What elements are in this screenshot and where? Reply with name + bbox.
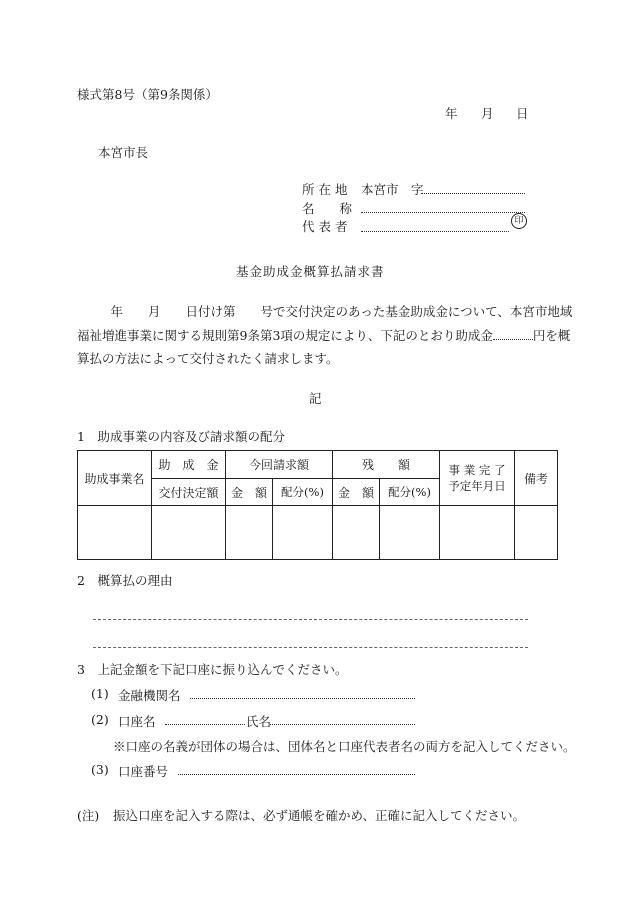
header-completion-line-2: 予定年月日 [448, 479, 506, 493]
section-1-heading: 1 助成事業の内容及び請求額の配分 [77, 429, 285, 444]
cell-current-ratio[interactable] [273, 506, 333, 560]
ki-mark: 記 [309, 391, 322, 406]
item-3-number: (3) [91, 762, 109, 777]
cell-completion-date[interactable] [440, 506, 515, 560]
cell-remaining-ratio[interactable] [380, 506, 440, 560]
cell-grant-decided[interactable] [152, 506, 226, 560]
account-number-field[interactable] [178, 774, 415, 775]
account-note: ※口座の名義が団体の場合は、団体名と口座代表者名の両方を記入してください。 [113, 739, 576, 754]
allocation-table [77, 450, 558, 560]
reason-line-1[interactable] [93, 619, 528, 620]
table-row [78, 506, 558, 560]
date-month: 月 [481, 106, 494, 121]
name-field[interactable] [361, 212, 525, 213]
bank-name-field[interactable] [190, 698, 415, 699]
reason-line-2[interactable] [93, 647, 528, 648]
header-current-ratio: 配分(%) [273, 479, 333, 506]
representative-field[interactable] [361, 231, 509, 232]
body-line-3: 算払の方法によって交付されたく請求します。 [77, 351, 339, 366]
bank-name-label: 金融機関名 [118, 688, 181, 703]
account-label: 口座名 [118, 714, 156, 729]
note-text: 振込口座を記入する際は、必ず通帳を確かめ、正確に記入してください。 [113, 808, 526, 823]
body-line-2 [77, 326, 570, 344]
header-completion-date [440, 451, 515, 506]
account-number-label: 口座番号 [118, 764, 169, 779]
date-day: 日 [516, 106, 529, 121]
name-label: 名 称 [302, 201, 353, 216]
form-number: 様式第8号（第9条関係） [77, 87, 218, 102]
section-3-heading: 3 上記金額を下記口座に振り込んでください。 [77, 662, 348, 677]
cell-project-name[interactable] [78, 506, 152, 560]
address-field[interactable] [421, 193, 525, 194]
body-line-2-tail: 円を概 [532, 328, 571, 343]
holder-name-field[interactable] [270, 724, 415, 725]
header-remaining: 残 額 [333, 451, 440, 479]
item-2-number: (2) [91, 712, 109, 727]
representative-label: 代 表 者 [302, 219, 348, 234]
header-grant: 助 成 金 [152, 451, 226, 479]
body-line-1: 年 月 日付け第 号で交付決定のあった基金助成金について、本宮市地域 [98, 304, 573, 319]
header-remarks: 備考 [515, 451, 558, 506]
section-2-heading: 2 概算払の理由 [77, 573, 173, 588]
address-prefix: 本宮市 字 [361, 182, 424, 197]
document-title: 基金助成金概算払請求書 [236, 264, 385, 279]
header-current-request: 今回請求額 [226, 451, 333, 479]
seal-mark: 印 [511, 213, 527, 229]
cell-remarks[interactable] [515, 506, 558, 560]
header-grant-decided: 交付決定額 [152, 479, 226, 506]
body-line-2-text: 福祉増進事業に関する規則第9条第3項の規定により、下記のとおり助成金 [77, 328, 493, 343]
date-year: 年 [445, 106, 458, 121]
item-1-number: (1) [91, 686, 109, 701]
holder-name-label: 氏名 [246, 714, 272, 729]
header-remaining-ratio: 配分(%) [380, 479, 440, 506]
address-label: 所 在 地 [302, 182, 348, 197]
note-prefix: (注) [77, 808, 100, 823]
header-completion-line-1: 事 業 完 了 [448, 463, 506, 477]
cell-current-amount[interactable] [226, 506, 273, 560]
header-remaining-amount: 金 額 [333, 479, 380, 506]
cell-remaining-amount[interactable] [333, 506, 380, 560]
account-name-field[interactable] [165, 724, 245, 725]
header-project-name: 助成事業名 [78, 451, 152, 506]
grant-amount-field[interactable] [493, 329, 533, 340]
header-current-amount: 金 額 [226, 479, 273, 506]
addressee: 本宮市長 [98, 145, 149, 160]
